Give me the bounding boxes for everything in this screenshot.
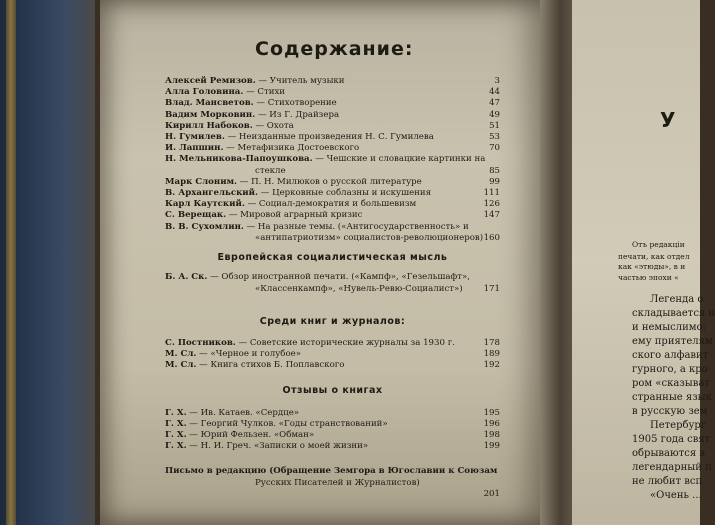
toc-entry-title: — Советские исторические журналы за 1930 г. (235, 338, 455, 348)
toc-entry-page: 53 (489, 132, 500, 142)
toc-entry-title: — Стихи (243, 87, 286, 98)
toc-entry (165, 349, 500, 359)
toc-entry-title: — Н. И. Греч. «Записки о моей жизни» (186, 441, 369, 451)
toc-entry (165, 110, 500, 120)
toc-entry (165, 210, 500, 220)
toc-entry-page: 51 (489, 120, 500, 131)
toc-entry-page: 126 (483, 199, 500, 210)
toc-entry (165, 76, 500, 86)
right-page-line: в русскую зем (632, 406, 708, 417)
toc-entry (165, 166, 500, 176)
toc-entry-author: Н. Гумилев. (165, 132, 225, 142)
toc-entry-author: Карл Каутский. (165, 199, 245, 210)
toc-entry-page: 99 (489, 176, 500, 187)
section-title-books-journals: Среди книг и журналов: (259, 316, 406, 327)
right-page-line: странные язык (632, 392, 712, 403)
toc-entry-author: Вадим Морковин. (165, 109, 256, 120)
toc-entry (165, 441, 500, 451)
toc-entry-page: 198 (483, 430, 500, 440)
toc-entry-title: — Церковные соблазны и искушения (258, 188, 432, 198)
toc-entry-page: 196 (483, 419, 500, 429)
toc-entry-author: В. В. Сухомлин. (165, 221, 244, 232)
toc-entry-page: 111 (483, 188, 500, 198)
toc-title: Содержание: (255, 38, 414, 60)
toc-letter-line1: Письмо в редакцию (Обращение Земгора в Югославии к Союзам (165, 466, 498, 476)
toc-entry (165, 154, 500, 164)
right-page-line: как «этюды», в и (618, 262, 686, 271)
right-page-line: Легенда о (650, 294, 704, 305)
toc-entry-author: И. Лапшин. (165, 143, 224, 154)
toc-entry (165, 143, 500, 153)
toc-entry-title: — Неизданные произведения Н. С. Гумилева (224, 132, 434, 142)
table-of-contents: Содержание: Алексей Ремизов. — Учитель музыки 3 Алла Головина. — Стихи 44 Влад. Мансветов. — Стихотворение 47 Вадим Морковин. — Из Г. Драйзера 49 Кирилл Набоков. — Охота 51 Н. Гумилев. — Неизданные произведения Н. С. Гумилева 53 И. Лапшин. — Метафизика Достоевского 70 Н. Мельникова-Папоушкова. — Чешские и словацкие картинки на стекле 85 Марк Слоним. — П. Н. Милюков о русской литературе 99 В. Архангельский. — Церковные соблазны и искушения 111 Карл Каутский. — Социал-демократия и большевизм 126 С. Верещак. — Мировой аграрный кризис 147 В. В. Сухомлин. — На разные темы. («Антигосударственность» и «антипатриотизм» социалистов-революционеров) 160 Европейская социалистическая мысль Б. А. Ск. — Обзор иностранной печати. («Кампф», «Гезельшафт», «Классенкампф», «Нувель-Ревю-Социалист») 171 Среди книг и журналов: С. Постников. — Советские исторические журналы за 1930 г. 178 М. Сл. — «Черное и голубое» 189 М. Сл. — Книга стихов Б. Поплавского 192 Отзывы о книгах Г. Х. — Ив. Катаев. «Сердце» 195 Г. Х. — Георгий Чулков. «Годы странствований» 196 Г. Х. — Юрий Фельзен. «Обман» 198 Г. Х. — Н. И. Греч. «Записки о моей жизни» 199 Письмо в редакцию (Обращение Земгора в Югославии к Союзам Русских Писателей и Журналистов) 201 (165, 38, 500, 499)
toc-entry-author: С. Верещак. (165, 210, 227, 221)
toc-entry-title: — Ив. Катаев. «Сердце» (186, 408, 300, 418)
toc-entry-page: 192 (483, 360, 500, 370)
toc-entry-author: С. Постников. (165, 338, 236, 348)
toc-entry-author: Алексей Ремизов. (165, 76, 256, 86)
right-page-line: Петербург (650, 420, 707, 431)
right-page-line: 1905 года свят (632, 434, 711, 445)
right-page-line: печати, как отдел (618, 252, 690, 261)
right-page-line: и немыслимо: (632, 322, 706, 333)
right-page-line: гурного, а кро (632, 364, 708, 375)
right-page-heading: У (660, 108, 676, 132)
toc-entry (165, 188, 500, 198)
toc-entry-page: 3 (494, 76, 500, 86)
toc-entry-author: Н. Мельникова-Папоушкова. (165, 154, 313, 165)
toc-entry-author: М. Сл. (165, 360, 197, 370)
toc-entry-title: — «Черное и голубое» (196, 349, 301, 359)
toc-entry-title: стекле (255, 165, 286, 176)
toc-entry (165, 430, 500, 440)
toc-entry (165, 419, 500, 429)
toc-entry (165, 338, 500, 348)
toc-entry-author: Г. Х. (165, 408, 187, 418)
toc-entry-page: 171 (483, 284, 500, 294)
right-page-line: обрываются в (632, 448, 705, 459)
right-page-line: не любит всп (632, 476, 703, 487)
right-page (572, 0, 715, 525)
toc-entry-author: Марк Слоним. (165, 176, 238, 187)
toc-entry (165, 177, 500, 187)
right-page-line: ского алфавит (632, 350, 709, 361)
right-page-line: ему приятелям (632, 336, 713, 347)
toc-entry (165, 121, 500, 131)
toc-entry-author: М. Сл. (165, 349, 197, 359)
toc-entry-title: — Книга стихов Б. Поплавского (196, 360, 345, 370)
toc-entry (165, 233, 500, 243)
toc-entry-page: 85 (489, 165, 500, 176)
toc-entry-page: 160 (483, 232, 500, 243)
cover-gilt-strip (6, 0, 16, 525)
right-page-line: Отъ редакціи (632, 240, 685, 249)
toc-entry (165, 408, 500, 418)
toc-entry-title: — Обзор иностранной печати. («Кампф», «Гезельшафт», (207, 272, 470, 282)
toc-entry (165, 199, 500, 209)
right-page-line: складывается н (632, 308, 715, 319)
toc-entry-author: В. Архангельский. (165, 188, 259, 198)
toc-entry-title: — Метафизика Достоевского (223, 143, 360, 154)
toc-entry-title: — Охота (252, 120, 294, 131)
toc-entry (165, 222, 500, 232)
toc-letter-line2: Русских Писателей и Журналистов) (255, 478, 420, 488)
toc-entry-author: Г. Х. (165, 441, 187, 451)
toc-entry-page: 195 (483, 408, 500, 418)
toc-entry (165, 87, 500, 97)
toc-entry-title: — Юрий Фельзен. «Обман» (186, 430, 315, 440)
toc-entry-author: Кирилл Набоков. (165, 120, 253, 131)
toc-entry-author: Б. А. Ск. (165, 272, 208, 282)
right-page-line: «Очень ... (650, 490, 702, 501)
toc-entry-page: 147 (483, 210, 500, 221)
toc-entry-title: — На разные темы. («Антигосударственность» и (243, 221, 469, 232)
toc-entry-title: — Чешские и словацкие картинки на (312, 154, 486, 165)
toc-entry-title: — Учитель музыки (255, 76, 345, 86)
toc-entry-author: Г. Х. (165, 419, 187, 429)
toc-entry (165, 132, 500, 142)
toc-entry-title: «Классенкампф», «Нувель-Ревю-Социалист») (255, 284, 463, 294)
right-page-line: частью эпохи « (618, 273, 679, 282)
section-title-european: Европейская социалистическая мысль (217, 252, 448, 263)
toc-entry-author: Влад. Мансветов. (165, 98, 254, 109)
toc-entry-page: 47 (489, 98, 500, 109)
toc-entry-page: 44 (489, 87, 500, 98)
toc-entry-title: — Георгий Чулков. «Годы странствований» (186, 419, 388, 429)
toc-entry-title: — Стихотворение (253, 98, 337, 109)
toc-entry-page: 178 (483, 338, 500, 348)
toc-entry (165, 284, 500, 294)
toc-entry-author: Г. Х. (165, 430, 187, 440)
toc-entry (165, 98, 500, 108)
right-page-line: легендарный п (632, 462, 712, 473)
toc-entry-title: — П. Н. Милюков о русской литературе (237, 176, 422, 187)
toc-entry-title: — Из Г. Драйзера (255, 109, 340, 120)
section-title-reviews: Отзывы о книгах (282, 385, 383, 396)
toc-entry-title: — Мировой аграрный кризис (226, 210, 363, 221)
toc-entry-page: 199 (483, 441, 500, 451)
toc-entry-title: «антипатриотизм» социалистов-революционеров) (255, 232, 484, 243)
toc-entry-page: 189 (483, 349, 500, 359)
toc-entry-author: Алла Головина. (165, 87, 244, 98)
book-cover-edge (0, 0, 95, 525)
toc-entry-page: 49 (489, 109, 500, 120)
toc-entry-page: 70 (489, 143, 500, 154)
toc-entry-title: — Социал-демократия и большевизм (244, 199, 417, 210)
toc-entry (165, 272, 500, 282)
toc-entry (165, 360, 500, 370)
right-page-line: ром «сказыват (632, 378, 710, 389)
